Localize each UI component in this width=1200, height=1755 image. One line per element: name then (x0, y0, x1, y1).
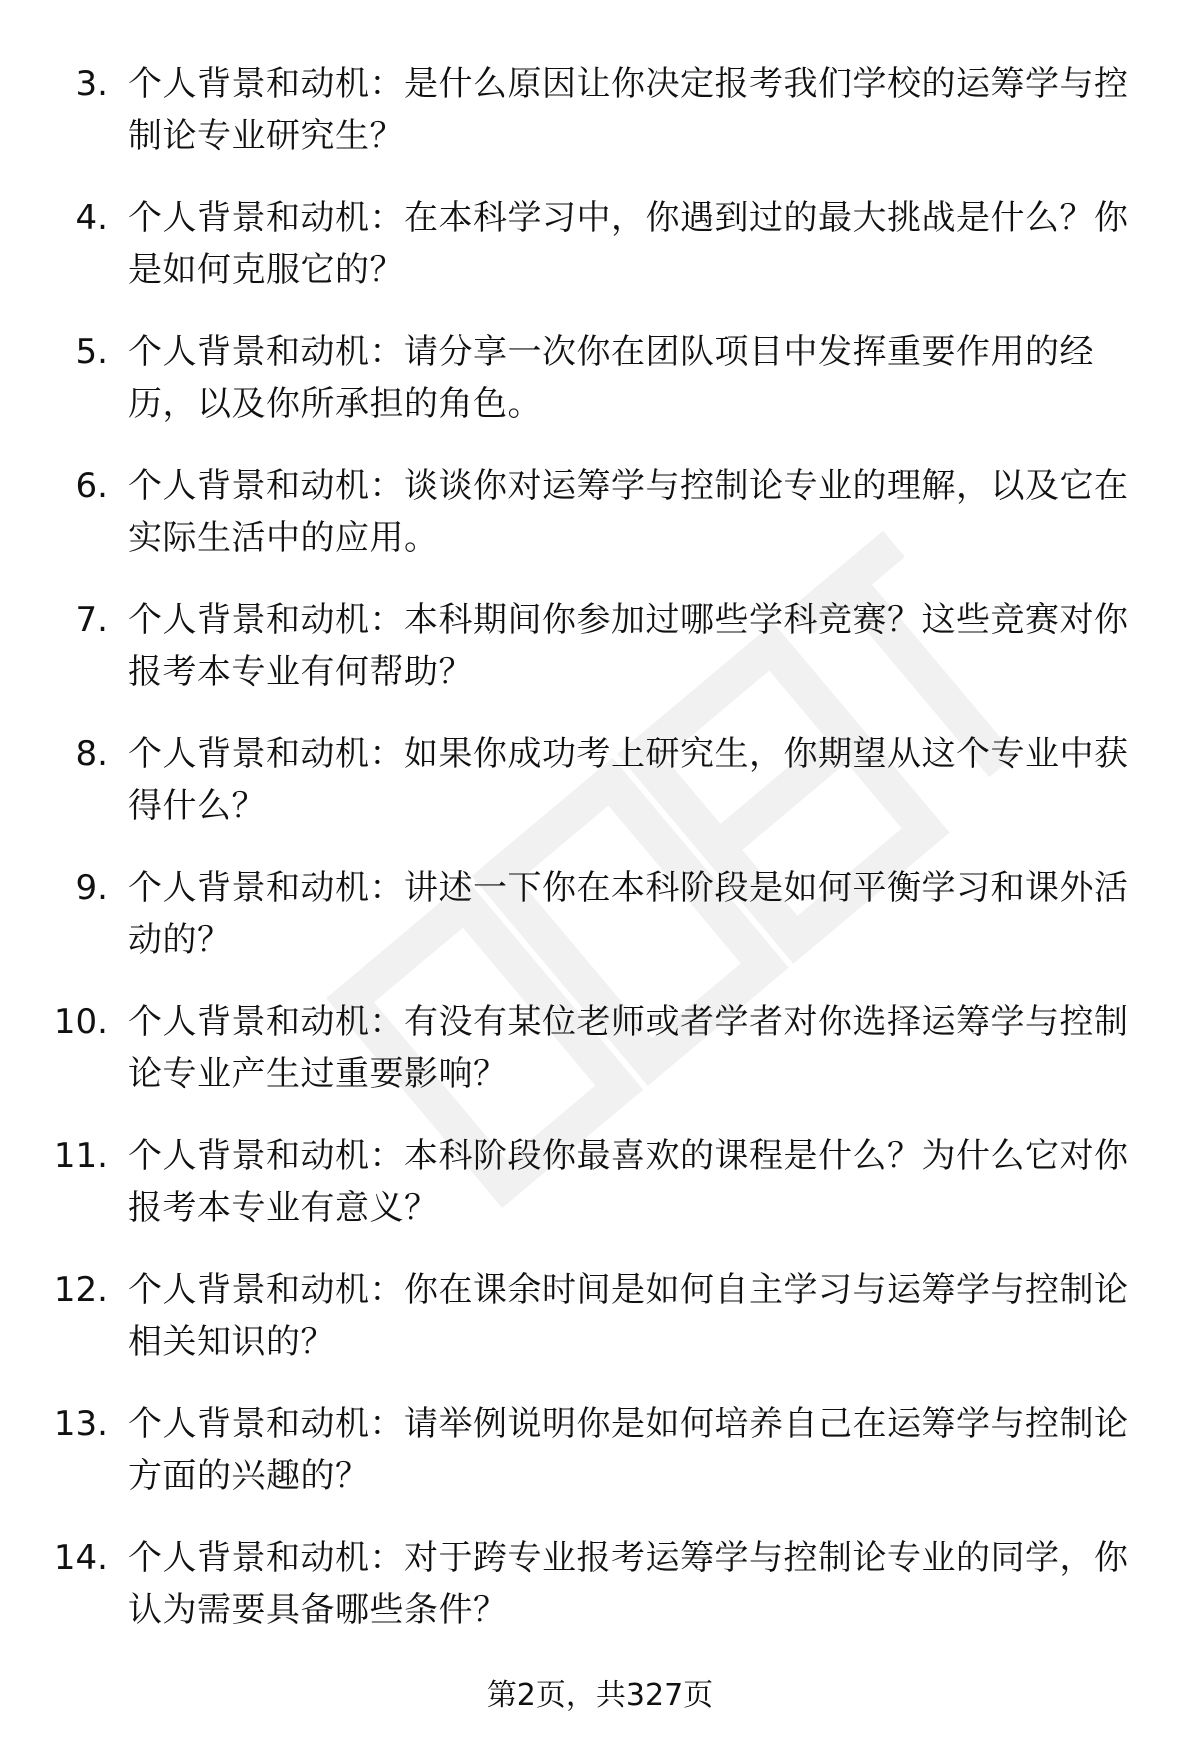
question-number: 7. (75, 600, 108, 640)
question-item (0, 1264, 1200, 1398)
page-number-label: 第2页，共327页 (486, 1678, 714, 1713)
question-item (0, 1398, 1200, 1532)
question-item (0, 1532, 1200, 1666)
question-item (0, 862, 1200, 996)
question-item (0, 996, 1200, 1130)
question-text: 个人背景和动机：有没有某位老师或者学者对你选择运筹学与控制论专业产生过重要影响？ (128, 1002, 1129, 1094)
question-text: 个人背景和动机：本科期间你参加过哪些学科竞赛？这些竞赛对你报考本专业有何帮助？ (128, 600, 1129, 692)
page-footer (0, 1676, 1200, 1716)
question-text: 个人背景和动机：讲述一下你在本科阶段是如何平衡学习和课外活动的？ (128, 868, 1129, 960)
question-text: 个人背景和动机：请分享一次你在团队项目中发挥重要作用的经历，以及你所承担的角色。 (128, 332, 1094, 424)
question-item (0, 594, 1200, 728)
question-list (0, 58, 1200, 1666)
question-number: 13. (53, 1404, 108, 1444)
question-number: 5. (75, 332, 108, 372)
question-item (0, 460, 1200, 594)
question-number: 3. (75, 64, 108, 104)
question-number: 11. (53, 1136, 108, 1176)
question-number: 10. (53, 1002, 108, 1042)
question-text: 个人背景和动机：在本科学习中，你遇到过的最大挑战是什么？你是如何克服它的？ (128, 198, 1129, 290)
question-text: 个人背景和动机：你在课余时间是如何自主学习与运筹学与控制论相关知识的？ (128, 1270, 1129, 1362)
question-text: 个人背景和动机：谈谈你对运筹学与控制论专业的理解，以及它在实际生活中的应用。 (128, 466, 1129, 558)
question-text: 个人背景和动机：请举例说明你是如何培养自己在运筹学与控制论方面的兴趣的？ (128, 1404, 1129, 1496)
question-number: 8. (75, 734, 108, 774)
question-text: 个人背景和动机：如果你成功考上研究生，你期望从这个专业中获得什么？ (128, 734, 1129, 826)
question-text: 个人背景和动机：对于跨专业报考运筹学与控制论专业的同学，你认为需要具备哪些条件？ (128, 1538, 1129, 1630)
question-item (0, 192, 1200, 326)
question-number: 9. (75, 868, 108, 908)
question-number: 4. (75, 198, 108, 238)
question-item (0, 728, 1200, 862)
question-item (0, 58, 1200, 192)
question-item (0, 1130, 1200, 1264)
question-text: 个人背景和动机：是什么原因让你决定报考我们学校的运筹学与控制论专业研究生？ (128, 64, 1129, 156)
question-number: 6. (75, 466, 108, 506)
question-item (0, 326, 1200, 460)
question-text: 个人背景和动机：本科阶段你最喜欢的课程是什么？为什么它对你报考本专业有意义？ (128, 1136, 1129, 1228)
question-number: 14. (53, 1538, 108, 1578)
question-number: 12. (53, 1270, 108, 1310)
